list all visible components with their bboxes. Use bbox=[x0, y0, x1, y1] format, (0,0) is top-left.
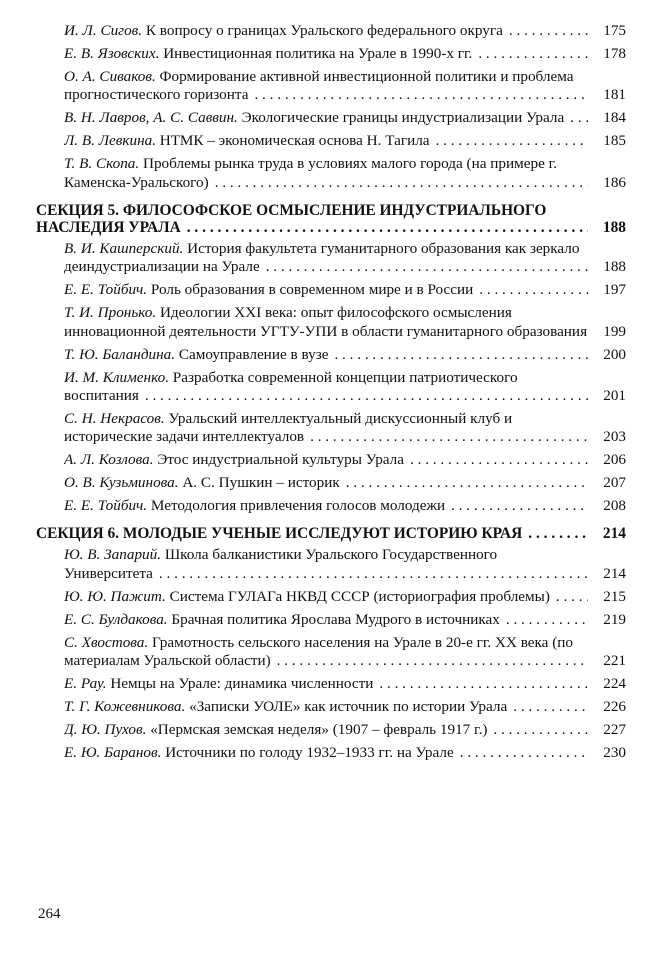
entry-page: 208 bbox=[588, 497, 626, 515]
entry-title: Формирование активной инвестиционной политики и проблема прогностического горизонта bbox=[64, 68, 574, 104]
entry-author: Д. Ю. Пухов. bbox=[64, 721, 147, 739]
entry-page: 188 bbox=[588, 258, 626, 276]
entry-page: 207 bbox=[588, 474, 626, 492]
toc-entry bbox=[64, 109, 626, 132]
entry-page: 206 bbox=[588, 451, 626, 469]
table-of-contents bbox=[36, 22, 626, 767]
entries-section-6 bbox=[36, 546, 626, 767]
entry-page: 175 bbox=[588, 22, 626, 40]
entry-title: Идеологии XXI века: опыт философского осмысления инновационной деятельности УГТУ-УПИ в области гуманитарного образования bbox=[64, 304, 588, 340]
toc-entry bbox=[64, 240, 626, 281]
entry-author: Т. В. Скопа. bbox=[64, 155, 140, 173]
entry-author: Е. В. Язовских. bbox=[64, 45, 160, 62]
entry-page: 178 bbox=[588, 45, 626, 63]
toc-entry bbox=[64, 698, 626, 721]
entry-page: 230 bbox=[588, 744, 626, 762]
toc-entry bbox=[64, 45, 626, 68]
entry-title: Брачная политика Ярослава Мудрого в источниках bbox=[171, 610, 500, 628]
toc-entry bbox=[64, 132, 626, 155]
entry-page: 200 bbox=[588, 346, 626, 364]
entry-title: К вопросу о границах Уральского федерального округа bbox=[145, 22, 503, 39]
entry-page: 203 bbox=[588, 428, 626, 446]
entry-author: Ю. Ю. Пажит. bbox=[64, 587, 166, 605]
section-heading-5 bbox=[36, 200, 626, 240]
entry-author: Т. Ю. Баландина. bbox=[64, 345, 176, 363]
toc-entry bbox=[64, 497, 626, 520]
toc-entry bbox=[64, 634, 626, 675]
entry-author: С. Хвостова. bbox=[64, 633, 149, 651]
entry-title: Экологические границы индустриализации Урала bbox=[241, 109, 565, 127]
entry-title: Самоуправление в вузе bbox=[178, 345, 329, 363]
entries-section-5 bbox=[36, 240, 626, 521]
toc-entry bbox=[64, 744, 626, 767]
entry-page: 201 bbox=[588, 387, 626, 405]
entry-title: НТМК – экономическая основа Н. Тагила bbox=[159, 132, 430, 150]
toc-entry bbox=[64, 68, 626, 109]
entry-title: Этос индустриальной культуры Урала bbox=[157, 451, 404, 469]
entry-author: А. Л. Козлова. bbox=[64, 451, 154, 469]
entry-page: 197 bbox=[588, 281, 626, 299]
toc-entry bbox=[64, 369, 626, 410]
entry-author: Ю. В. Запарий. bbox=[64, 546, 162, 564]
toc-entry bbox=[64, 675, 626, 698]
toc-entry bbox=[64, 410, 626, 451]
entry-author: Е. Рау. bbox=[64, 675, 107, 693]
entry-title: Роль образования в современном мире и в России bbox=[150, 281, 474, 299]
entry-title: Уральский интеллектуальный дискуссионный клуб и исторические задачи интеллектуалов bbox=[64, 410, 513, 446]
toc-entry bbox=[64, 474, 626, 497]
toc-entry bbox=[64, 22, 626, 45]
entry-title: Разработка современной концепции патриотического воспитания bbox=[64, 368, 518, 405]
entry-author: Т. И. Пронько. bbox=[64, 304, 157, 322]
section-title: СЕКЦИЯ 5. ФИЛОСОФСКОЕ ОСМЫСЛЕНИЕ ИНДУСТРИАЛЬНОГО НАСЛЕДИЯ УРАЛА . . . bbox=[36, 202, 546, 236]
entry-title: Методология привлечения голосов молодежи bbox=[150, 497, 446, 515]
entry-title: Инвестиционная политика на Урале в 1990-х гг. bbox=[163, 45, 473, 62]
toc-entry bbox=[64, 451, 626, 474]
entry-author: О. В. Кузьминова. bbox=[64, 474, 179, 492]
entry-author: В. Н. Лавров, А. С. Саввин. bbox=[64, 109, 238, 127]
entry-page: 184 bbox=[588, 109, 626, 127]
page-number: 264 bbox=[38, 906, 61, 922]
entry-page: 226 bbox=[588, 698, 626, 716]
entry-title: «Записки УОЛЕ» как источник по истории Урала bbox=[189, 698, 508, 716]
entry-page: 199 bbox=[588, 323, 626, 341]
entry-page: 181 bbox=[588, 86, 626, 104]
toc-entry bbox=[64, 546, 626, 587]
entry-title: «Пермская земская неделя» (1907 – февраль 1917 г.) bbox=[150, 721, 488, 739]
entry-author: И. М. Клименко. bbox=[64, 368, 169, 386]
entry-author: Т. Г. Кожевникова. bbox=[64, 698, 186, 716]
section-page: 214 bbox=[588, 525, 626, 542]
entry-author: И. Л. Сигов. bbox=[64, 22, 143, 39]
entry-page: 186 bbox=[588, 174, 626, 192]
entry-author: В. И. Кашперский. bbox=[64, 239, 184, 257]
toc-entry bbox=[64, 611, 626, 634]
entry-title: А. С. Пушкин – историк bbox=[182, 474, 340, 492]
entry-author: Л. В. Левкина. bbox=[64, 132, 156, 150]
section-page: 188 bbox=[588, 219, 626, 236]
toc-entry bbox=[64, 346, 626, 369]
toc-entry bbox=[64, 281, 626, 304]
section-heading-6 bbox=[36, 523, 626, 546]
entries-top bbox=[36, 22, 626, 197]
entry-author: О. А. Сиваков. bbox=[64, 68, 156, 85]
entry-title: Проблемы рынка труда в условиях малого города (на примере г. Каменска-Уральского) bbox=[64, 155, 557, 191]
entry-title: Грамотность сельского населения на Урале в 20-е гг. XX века (по материалам Уральской области) bbox=[64, 633, 573, 670]
entry-title: Школа балканистики Уральского Государственного Университета bbox=[64, 546, 498, 582]
entry-page: 219 bbox=[588, 611, 626, 629]
toc-entry bbox=[64, 588, 626, 611]
entry-page: 185 bbox=[588, 132, 626, 150]
entry-title: Немцы на Урале: динамика численности bbox=[110, 675, 374, 693]
entry-page: 215 bbox=[588, 588, 626, 606]
entry-page: 224 bbox=[588, 675, 626, 693]
entry-page: 227 bbox=[588, 721, 626, 739]
section-title: СЕКЦИЯ 6. МОЛОДЫЕ УЧЕНЫЕ ИССЛЕДУЮТ ИСТОРИЮ КРАЯ . . . bbox=[36, 525, 522, 542]
entry-author: Е. С. Булдакова. bbox=[64, 610, 168, 628]
entry-author: С. Н. Некрасов. bbox=[64, 410, 165, 428]
toc-entry bbox=[64, 304, 626, 345]
entry-title: История факультета гуманитарного образования как зеркало деиндустриализации на Урале bbox=[64, 239, 580, 276]
entry-author: Е. Е. Тойбич. bbox=[64, 497, 148, 515]
entry-author: Е. Е. Тойбич. bbox=[64, 281, 148, 299]
entry-author: Е. Ю. Баранов. bbox=[64, 744, 162, 762]
entry-title: Система ГУЛАГа НКВД СССР (историография проблемы) bbox=[169, 587, 550, 605]
toc-entry bbox=[64, 721, 626, 744]
entry-page: 221 bbox=[588, 652, 626, 670]
entry-title: Источники по голоду 1932–1933 гг. на Урале bbox=[165, 744, 454, 762]
entry-page: 214 bbox=[588, 565, 626, 583]
toc-entry bbox=[64, 155, 626, 196]
